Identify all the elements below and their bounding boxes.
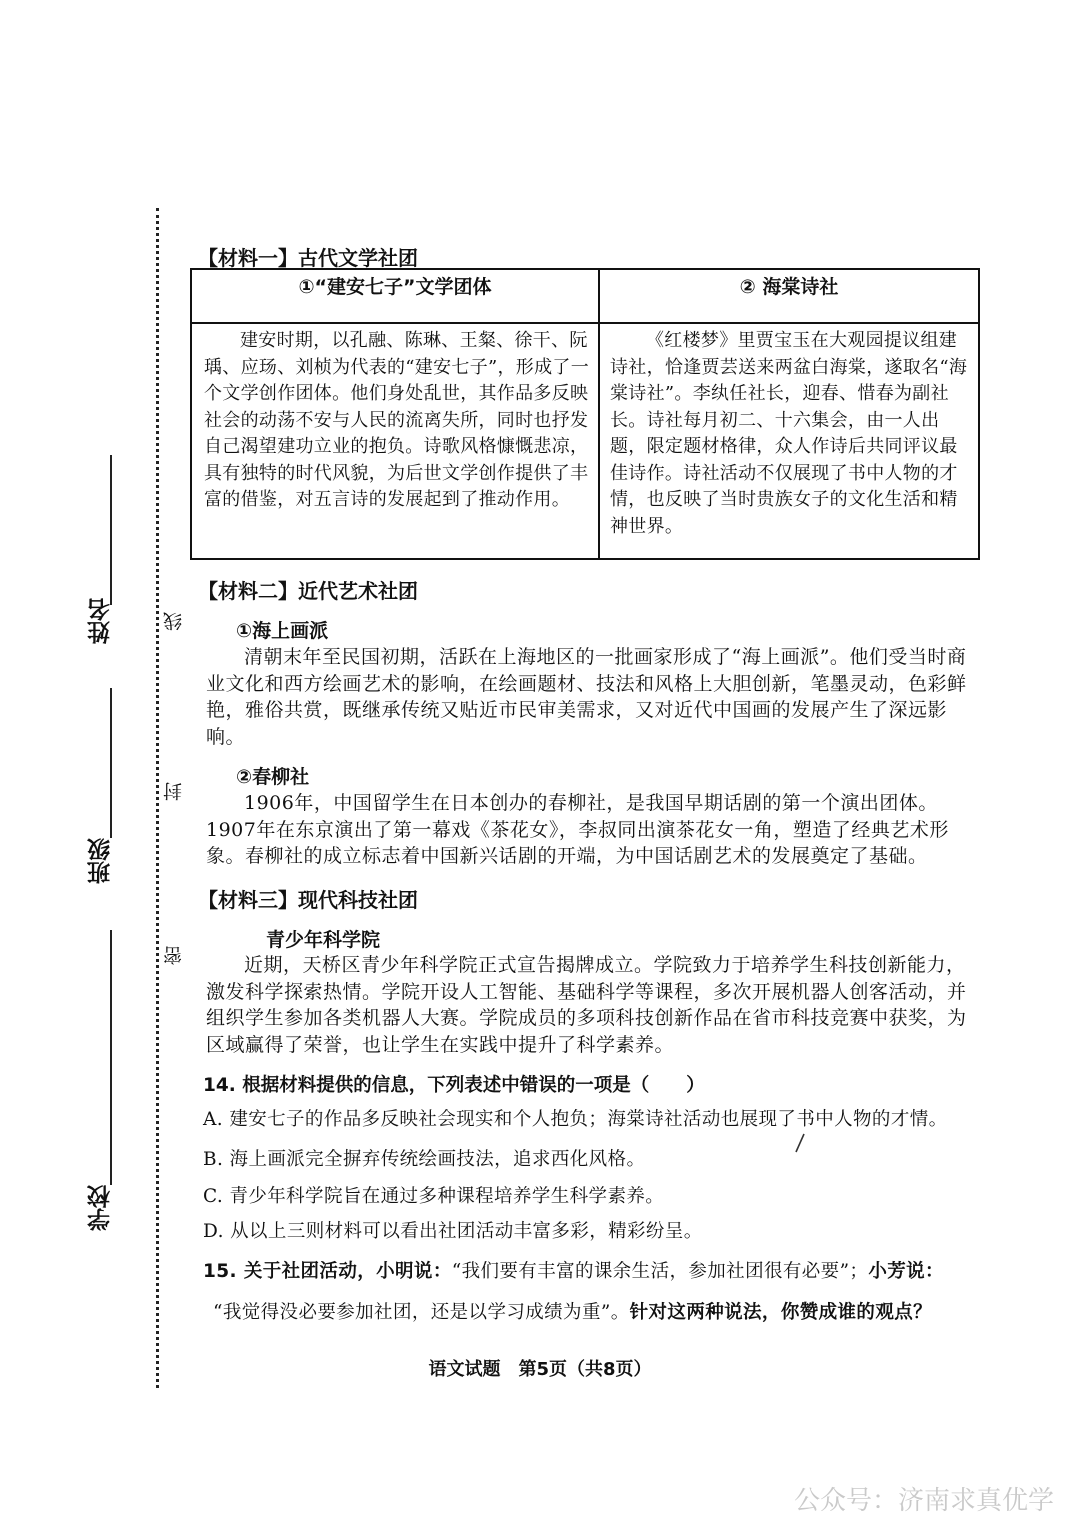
question15-xiaoming-quote: “我们要有丰富的课余生活，参加社团很有必要”； xyxy=(451,1261,869,1282)
question15-line2 xyxy=(213,1298,932,1324)
table-header-jian-an: ①“建安七子”文学团体 xyxy=(298,276,492,298)
question14-option-b[interactable]: B. 海上画派完全摒弃传统绘画技法，追求西化风格。 xyxy=(203,1149,646,1170)
question15-line1 xyxy=(203,1257,944,1283)
name-field-line[interactable] xyxy=(110,455,112,605)
material2-heading: 【材料二】近代艺术社团 xyxy=(198,579,418,603)
name-field-label: 姓名 xyxy=(87,598,114,644)
chunliu-society-title: ②春柳社 xyxy=(236,766,310,788)
question15-ask: 针对这两种说法，你赞成谁的观点？ xyxy=(629,1302,933,1323)
fold-mark-line: 线 xyxy=(160,608,187,635)
school-field-line[interactable] xyxy=(110,930,112,1185)
material3-heading: 【材料三】现代科技社团 xyxy=(198,888,418,912)
fold-mark-secret: 密 xyxy=(160,942,187,969)
pen-stroke-mark xyxy=(790,1132,810,1154)
class-field-line[interactable] xyxy=(110,688,112,838)
class-field-label: 班级 xyxy=(87,838,114,884)
table-cell-haitang-text: 《红楼梦》里贾宝玉在大观园提议组建诗社，恰逢贾芸送来两盆白海棠，遂取名“海棠诗社”。李纨任社长，迎春、惜春为副社长。诗社每月初二、十六集会，由一人出题，限定题材格律，众人作诗后共同评议最佳诗作。诗社活动不仅展现了书中人物的才情，也反映了当时贵族女子的文化生活和精神世界。 xyxy=(610,330,968,537)
chunliu-society-text: 1906年，中国留学生在日本创办的春柳社，是我国早期话剧的第一个演出团体。1907年在东京演出了第一幕戏《茶花女》，李叔同出演茶花女一角，塑造了经典艺术形象。春柳社的成立标志着中国新兴话剧的开端，为中国话剧艺术的发展奠定了基础。 xyxy=(206,792,949,867)
question14-option-a[interactable]: A. 建安七子的作品多反映社会现实和个人抱负；海棠诗社活动也展现了书中人物的才情。 xyxy=(203,1109,948,1130)
question14-stem: 14. 根据材料提供的信息，下列表述中错误的一项是（ ） xyxy=(203,1075,705,1096)
school-field-label: 学校 xyxy=(87,1185,114,1231)
material1-table xyxy=(190,268,980,560)
table-header-haitang: ② 海棠诗社 xyxy=(739,276,839,298)
material1-heading: 【材料一】古代文学社团 xyxy=(198,246,418,270)
question15-prefix: 15. 关于社团活动，小明说： xyxy=(203,1261,452,1282)
haishang-school-title: ①海上画派 xyxy=(236,620,329,642)
fold-dotted-line xyxy=(156,208,159,1388)
wechat-watermark: 公众号：济南求真优学 xyxy=(793,1486,1054,1516)
question14-option-c[interactable]: C. 青少年科学院旨在通过多种课程培养学生科学素养。 xyxy=(203,1186,665,1207)
science-academy-text: 近期，天桥区青少年科学院正式宣告揭牌成立。学院致力于培养学生科技创新能力，激发科学探索热情。学院开设人工智能、基础科学等课程，多次开展机器人创客活动，并组织学生参加各类机器人大赛。学院成员的多项科技创新作品在省市科技竞赛中获奖，为区域赢得了荣誉，也让学生在实践中提升了科学素养。 xyxy=(206,954,967,1056)
question15-xiaofang-label: 小芳说： xyxy=(868,1261,944,1282)
page-footer: 语文试题 第5页（共8页） xyxy=(428,1359,652,1380)
table-cell-jian-an-text: 建安时期，以孔融、陈琳、王粲、徐干、阮瑀、应玚、刘桢为代表的“建安七子”，形成了一个文学创作团体。他们身处乱世，其作品多反映社会的动荡不安与人民的流离失所，同时也抒发自己渴望建功立业的抱负。诗歌风格慷慨悲凉，具有独特的时代风貌，为后世文学创作提供了丰富的借鉴，对五言诗的发展起到了推动作用。 xyxy=(204,330,590,510)
haishang-school-text: 清朝末年至民国初期，活跃在上海地区的一批画家形成了“海上画派”。他们受当时商业文化和西方绘画艺术的影响，在绘画题材、技法和风格上大胆创新，笔墨灵动，色彩鲜艳，雅俗共赏，既继承传统又贴近市民审美需求，又对近代中国画的发展产生了深远影响。 xyxy=(206,646,967,748)
question14-option-d[interactable]: D. 从以上三则材料可以看出社团活动丰富多彩，精彩纷呈。 xyxy=(203,1221,703,1242)
fold-mark-seal: 封 xyxy=(160,778,187,805)
science-academy-title: 青少年科学院 xyxy=(266,929,381,951)
question15-xiaofang-quote: “我觉得没必要参加社团，还是以学习成绩为重”。 xyxy=(213,1302,630,1323)
